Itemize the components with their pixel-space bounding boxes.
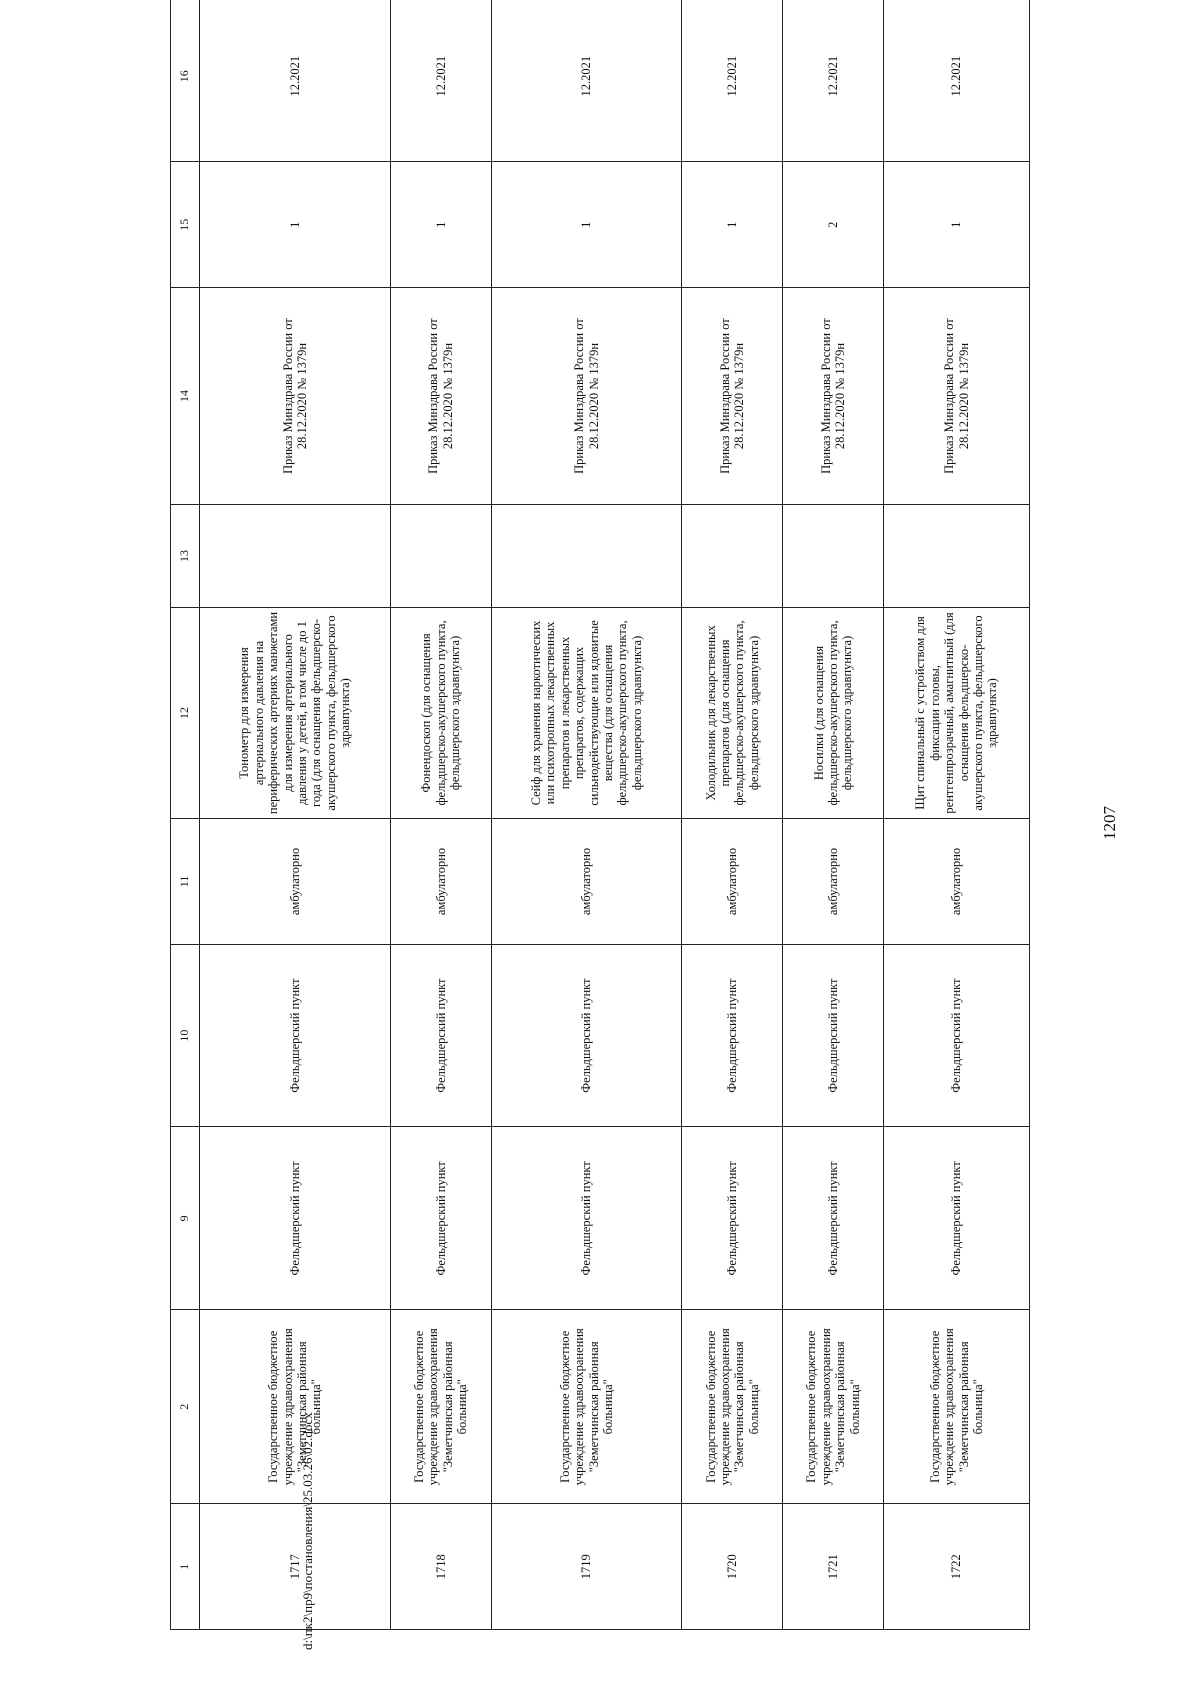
table-cell-c10: Фельдшерский пункт	[884, 944, 1030, 1127]
table-cell-c12: Тонометр для измерения артериального давления на периферических артериях манжетами для измерения артериального давления у детей, в том числе до 1 года (для оснащения фельдшерско-акушерского пункта, фельдшерского здравпункта)	[200, 607, 391, 818]
table-cell-c11: амбулаторно	[491, 819, 682, 945]
table-cell-c11: амбулаторно	[390, 819, 491, 945]
table-row	[390, 0, 491, 1630]
table-row	[783, 0, 884, 1630]
table-cell-org: Государственное бюджетное учреждение здравоохранения "Земетчинская районная больница"	[682, 1310, 783, 1504]
column-header: 11	[171, 819, 200, 945]
table-cell-c12: Сейф для хранения наркотических или психотропных лекарственных препаратов и лекарственных препаратов, содержащих сильнодействующие или ядовитые вещества (для оснащения фельдшерско-акушерского пункта, фельдшерского здравпункта)	[491, 607, 682, 818]
table-cell-c15: 1	[200, 162, 391, 288]
table-cell-c16: 12.2021	[390, 0, 491, 162]
table-row	[200, 0, 391, 1630]
table-cell-c9: Фельдшерский пункт	[390, 1127, 491, 1310]
table-cell-c13	[390, 505, 491, 608]
table-cell-c12: Фонендоскоп (для оснащения фельдшерско-акушерского пункта, фельдшерского здравпункта)	[390, 607, 491, 818]
page-number: 1207	[1100, 806, 1119, 840]
table-cell-c16: 12.2021	[491, 0, 682, 162]
column-header: 9	[171, 1127, 200, 1310]
table-cell-c15: 1	[390, 162, 491, 288]
table-cell-org: Государственное бюджетное учреждение здравоохранения "Земетчинская районная больница"	[491, 1310, 682, 1504]
table-cell-c11: амбулаторно	[884, 819, 1030, 945]
table-cell-num: 1720	[682, 1504, 783, 1630]
table-cell-c16: 12.2021	[884, 0, 1030, 162]
table-cell-c13	[491, 505, 682, 608]
table-cell-c10: Фельдшерский пункт	[783, 944, 884, 1127]
column-header: 10	[171, 944, 200, 1127]
table-cell-c9: Фельдшерский пункт	[200, 1127, 391, 1310]
table-cell-c9: Фельдшерский пункт	[491, 1127, 682, 1310]
table-cell-c14: Приказ Минздрава России от 28.12.2020 № 1379н	[783, 288, 884, 505]
table-cell-c14: Приказ Минздрава России от 28.12.2020 № 1379н	[682, 288, 783, 505]
table-cell-c16: 12.2021	[682, 0, 783, 162]
table-cell-c14: Приказ Минздрава России от 28.12.2020 № 1379н	[390, 288, 491, 505]
table-cell-c15: 1	[491, 162, 682, 288]
table-cell-c13	[783, 505, 884, 608]
column-header: 13	[171, 505, 200, 608]
column-header: 2	[171, 1310, 200, 1504]
table-row	[682, 0, 783, 1630]
table-row	[884, 0, 1030, 1630]
table-cell-c16: 12.2021	[783, 0, 884, 162]
table-cell-c15: 2	[783, 162, 884, 288]
table-cell-c10: Фельдшерский пункт	[390, 944, 491, 1127]
column-header: 14	[171, 288, 200, 505]
table-cell-c13	[200, 505, 391, 608]
table-cell-c16: 12.2021	[200, 0, 391, 162]
table-cell-c11: амбулаторно	[200, 819, 391, 945]
column-header: 12	[171, 607, 200, 818]
table-cell-c11: амбулаторно	[783, 819, 884, 945]
table-cell-org: Государственное бюджетное учреждение здравоохранения "Земетчинская районная больница"	[884, 1310, 1030, 1504]
table-cell-org: Государственное бюджетное учреждение здравоохранения "Земетчинская районная больница"	[783, 1310, 884, 1504]
table-cell-c13	[682, 505, 783, 608]
table-cell-c12: Носилки (для оснащения фельдшерско-акушерского пункта, фельдшерского здравпункта)	[783, 607, 884, 818]
table-cell-num: 1719	[491, 1504, 682, 1630]
table-cell-num: 1717	[200, 1504, 391, 1630]
table-cell-c15: 1	[884, 162, 1030, 288]
table-cell-org: Государственное бюджетное учреждение здравоохранения "Земетчинская районная больница"	[390, 1310, 491, 1504]
table-cell-c14: Приказ Минздрава России от 28.12.2020 № 1379н	[491, 288, 682, 505]
column-header: 16	[171, 0, 200, 162]
table-cell-c11: амбулаторно	[682, 819, 783, 945]
table-cell-num: 1721	[783, 1504, 884, 1630]
rotated-table-page	[170, 0, 1030, 1630]
table-cell-c15: 1	[682, 162, 783, 288]
column-header: 1	[171, 1504, 200, 1630]
table-cell-c9: Фельдшерский пункт	[682, 1127, 783, 1310]
table-cell-c14: Приказ Минздрава России от 28.12.2020 № 1379н	[200, 288, 391, 505]
footer-file-path: d:\пк2\пр9\постановления\25.03.26\02.docx	[300, 1412, 315, 1650]
table-cell-c12: Холодильник для лекарственных препаратов (для оснащения фельдшерско-акушерского пункта, фельдшерского здравпункта)	[682, 607, 783, 818]
table-cell-num: 1718	[390, 1504, 491, 1630]
equipment-table	[170, 0, 1030, 1630]
table-cell-c9: Фельдшерский пункт	[884, 1127, 1030, 1310]
table-row	[491, 0, 682, 1630]
header-row	[171, 0, 200, 1630]
table-cell-num: 1722	[884, 1504, 1030, 1630]
table-cell-c10: Фельдшерский пункт	[682, 944, 783, 1127]
table-cell-c9: Фельдшерский пункт	[783, 1127, 884, 1310]
table-cell-c13	[884, 505, 1030, 608]
table-cell-c10: Фельдшерский пункт	[491, 944, 682, 1127]
column-header: 15	[171, 162, 200, 288]
table-cell-c12: Щит спинальный с устройством для фиксации головы, рентгенпрозрачный, амагнитный (для оснащения фельдшерско-акушерского пункта, фельдшерского здравпункта)	[884, 607, 1030, 818]
table-body	[200, 0, 1030, 1630]
table-cell-c14: Приказ Минздрава России от 28.12.2020 № 1379н	[884, 288, 1030, 505]
table-cell-org: Государственное бюджетное учреждение здравоохранения "Земетчинская районная больница"	[200, 1310, 391, 1504]
table-cell-c10: Фельдшерский пункт	[200, 944, 391, 1127]
